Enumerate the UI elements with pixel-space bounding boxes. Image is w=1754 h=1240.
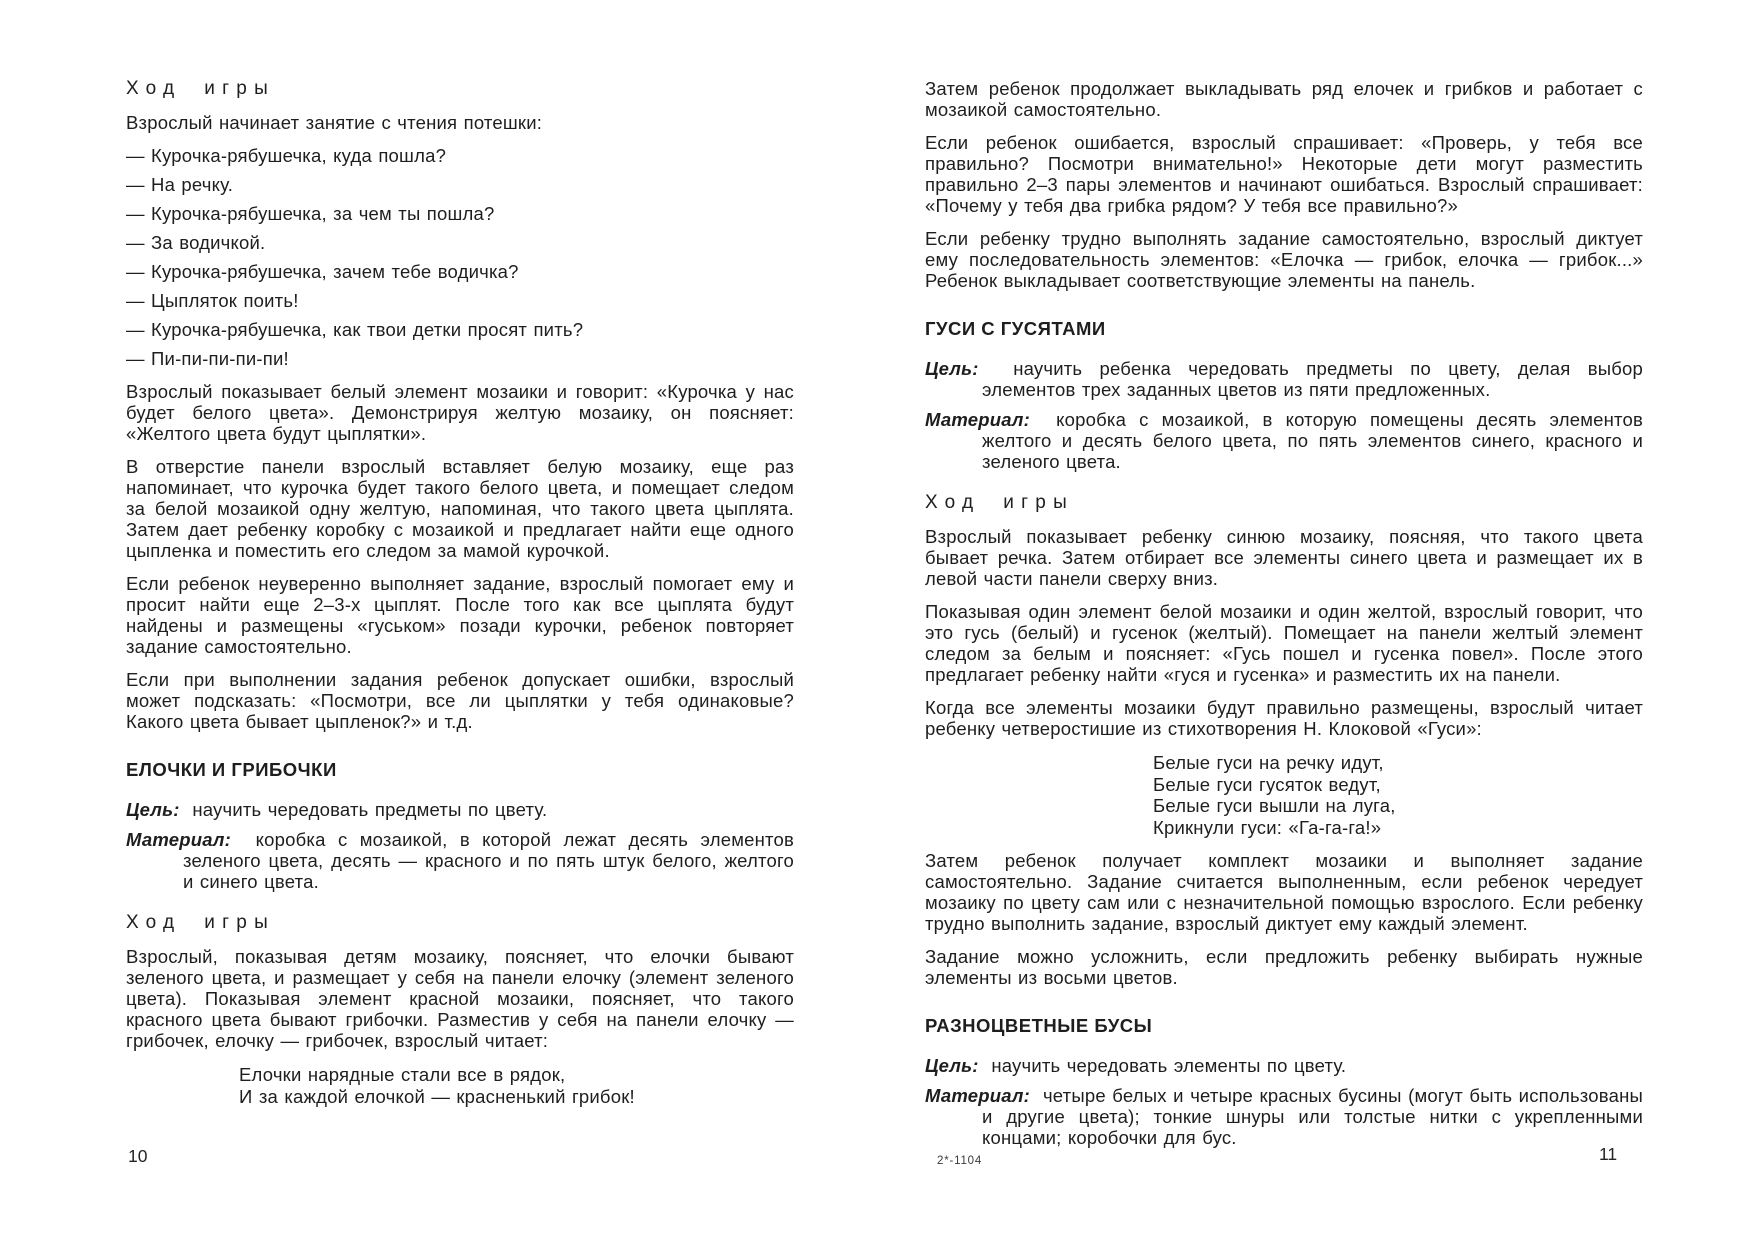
dialogue-line: — За водичкой.	[126, 232, 266, 253]
paragraph: Взрослый начинает занятие с чтения потешки:	[126, 112, 543, 133]
label-text: коробка с мозаикой, в которой лежат десять элементов зеленого цвета, десять — красного и по пять штук белого, желтого и синего цвета.	[183, 829, 794, 892]
paragraph: Показывая один элемент белой мозаики и один желтой, взрослый говорит, что это гусь (белый) и гусенок (желтый). Помещает на панели желтый элемент следом за белым и поясняет: «Гусь пошел и гусенка повел». После этого предлагает ребенку найти «гуся и гусенка» и разместить их на панели.	[925, 601, 1643, 685]
verse-line: Белые гуси на речку идут,	[1153, 752, 1384, 773]
paragraph: В отверстие панели взрослый вставляет белую мозаику, еще раз напоминает, что курочка будет такого белого цвета, и помещает следом за белой мозаикой одну желтую, напоминая, что такого цвета цыплята. Затем дает ребенку коробку с мозаикой и предлагает найти еще одного цыпленка и поместить его следом за мамой курочкой.	[126, 456, 794, 561]
dialogue-line: — Цыпляток поить!	[126, 290, 299, 311]
section-heading: ЕЛОЧКИ И ГРИБОЧКИ	[126, 759, 337, 780]
verse-line: И за каждой елочкой — красненький грибок!	[239, 1085, 635, 1107]
run-heading: Ход игры	[126, 78, 275, 99]
label: Цель:	[126, 799, 180, 820]
paragraph: Взрослый показывает белый элемент мозаики и говорит: «Курочка у нас будет белого цвета». Демонстрируя желтую мозаику, он поясняет: «Желтого цвета будут цыплятки».	[126, 381, 794, 444]
labeled-paragraph	[126, 829, 794, 892]
run-heading: Ход игры	[126, 912, 275, 933]
labeled-paragraph	[126, 799, 794, 820]
right-page	[925, 78, 1643, 1148]
label: Материал:	[126, 829, 232, 850]
dialogue-block	[126, 145, 794, 369]
label: Цель:	[925, 1055, 979, 1076]
label: Материал:	[925, 1085, 1031, 1106]
paragraph: Если при выполнении задания ребенок допускает ошибки, взрослый может подсказать: «Посмотри, все ли цыплятки у тебя одинаковые? Какого цвета бывает цыпленок?» и т.д.	[126, 669, 794, 732]
label-text: научить ребенка чередовать предметы по цвету, делая выбор элементов трех заданных цветов из пяти предложенных.	[982, 358, 1643, 400]
paragraph: Если ребенок неуверенно выполняет задание, взрослый помогает ему и просит найти еще 2–3-х цыплят. После того как все цыплята будут найдены и размещены «гуськом» позади курочки, ребенок повторяет задание самостоятельно.	[126, 573, 794, 657]
label-text: коробка с мозаикой, в которую помещены десять элементов желтого и десять белого цвета, по пять элементов синего, красного и зеленого цвета.	[982, 409, 1643, 472]
left-page	[126, 78, 794, 1107]
label: Материал:	[925, 409, 1031, 430]
labeled-paragraph	[925, 1085, 1643, 1148]
paragraph: Взрослый, показывая детям мозаику, поясняет, что елочки бывают зеленого цвета, и размещает у себя на панели елочку (элемент зеленого цвета). Показывая элемент красной мозаики, поясняет, что такого красного цвета бывают грибочки. Разместив у себя на панели елочку — грибочек, елочку — грибочек, взрослый читает:	[126, 946, 794, 1051]
paragraph: Задание можно усложнить, если предложить ребенку выбирать нужные элементы из восьми цветов.	[925, 946, 1643, 988]
dialogue-line: — На речку.	[126, 174, 234, 195]
label: Цель:	[925, 358, 979, 379]
run-heading: Ход игры	[925, 492, 1074, 513]
paragraph: Когда все элементы мозаики будут правильно размещены, взрослый читает ребенку четверостишие из стихотворения Н. Клоковой «Гуси»:	[925, 697, 1643, 739]
dialogue-line: — Курочка-рябушечка, за чем ты пошла?	[126, 203, 495, 224]
dialogue-line: — Курочка-рябушечка, зачем тебе водичка?	[126, 261, 519, 282]
verse-line: Елочки нарядные стали все в рядок,	[239, 1064, 566, 1085]
verse-block	[126, 1064, 794, 1107]
labeled-paragraph	[925, 358, 1643, 400]
dialogue-line: — Курочка-рябушечка, как твои детки просят пить?	[126, 319, 584, 340]
page-number-right: 11	[1599, 1144, 1618, 1164]
paragraph: Затем ребенок получает комплект мозаики и выполняет задание самостоятельно. Задание считается выполненным, если ребенок чередует мозаику по цвету сам или с незначительной помощью взрослого. Если ребенку трудно выполнить задание, взрослый диктует ему каждый элемент.	[925, 850, 1643, 934]
label-text: четыре белых и четыре красных бусины (могут быть использованы и другие цвета); тонкие шнуры или толстые нитки с укрепленными концами; коробочки для бус.	[982, 1085, 1643, 1148]
dialogue-line: — Пи-пи-пи-пи-пи!	[126, 348, 289, 369]
section-heading: РАЗНОЦВЕТНЫЕ БУСЫ	[925, 1015, 1153, 1036]
paragraph: Взрослый показывает ребенку синюю мозаику, поясняя, что такого цвета бывает речка. Затем отбирает все элементы синего цвета и размещает их в левой части панели сверху вниз.	[925, 526, 1643, 589]
labeled-paragraph	[925, 1055, 1643, 1076]
label-text: научить чередовать предметы по цвету.	[192, 799, 548, 820]
page-number-left: 10	[128, 1146, 148, 1166]
paragraph: Затем ребенок продолжает выкладывать ряд елочек и грибков и работает с мозаикой самостоятельно.	[925, 78, 1643, 120]
verse-line: Белые гуси вышли на луга,	[1153, 795, 1396, 816]
section-heading: ГУСИ С ГУСЯТАМИ	[925, 318, 1106, 339]
paragraph: Если ребенку трудно выполнять задание самостоятельно, взрослый диктует ему последовательность элементов: «Елочка — грибок, елочка — грибок...» Ребенок выкладывает соответствующие элементы на панель.	[925, 228, 1643, 291]
label-text: научить чередовать элементы по цвету.	[991, 1055, 1347, 1076]
dialogue-line: — Курочка-рябушечка, куда пошла?	[126, 145, 447, 166]
labeled-paragraph	[925, 409, 1643, 472]
paragraph: Если ребенок ошибается, взрослый спрашивает: «Проверь, у тебя все правильно? Посмотри внимательно!» Некоторые дети могут разместить правильно 2–3 пары элементов и начинают ошибаться. Взрослый спрашивает: «Почему у тебя два грибка рядом? У тебя все правильно?»	[925, 132, 1643, 216]
verse-block	[925, 752, 1643, 838]
verse-line: Крикнули гуси: «Га-га-га!»	[1153, 816, 1382, 838]
print-code: 2*-1104	[937, 1155, 983, 1167]
verse-line: Белые гуси гусяток ведут,	[1153, 773, 1381, 795]
